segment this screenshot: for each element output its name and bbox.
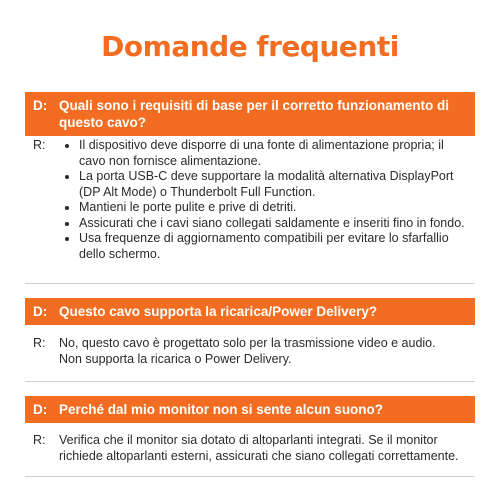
faq-question-1 (25, 92, 475, 136)
answer-bullet-list (59, 138, 465, 262)
page-title: Domande frequenti (101, 30, 399, 63)
list-item: • La porta USB-C deve supportare la modalità alternativa DisplayPort (DP Alt Mode) o Thunderbolt Full Function. (79, 169, 465, 200)
question-tag: D: (33, 98, 48, 113)
section-divider (25, 381, 475, 382)
question-text: Quali sono i requisiti di base per il corretto funzionamento di questo cavo? (59, 98, 450, 130)
question-tag: D: (33, 402, 48, 417)
faq-answer-2 (25, 336, 475, 367)
faq-question-2 (25, 298, 475, 325)
answer-line: Non supporta la ricarica o Power Delivery. (59, 351, 292, 366)
section-divider (25, 476, 475, 477)
answer-line: No, questo cavo è progettato solo per la trasmissione video e audio. (59, 336, 436, 350)
list-item: • Il dispositivo deve disporre di una fonte di alimentazione propria; il cavo non fornisce alimentazione. (79, 138, 465, 169)
list-item: • Assicurati che i cavi siano collegati saldamente e inseriti fino in fondo. (79, 216, 465, 232)
answer-tag: R: (33, 336, 46, 350)
answer-tag: R: (33, 433, 46, 447)
list-item: • Usa frequenze di aggiornamento compatibili per evitare lo sfarfallio dello schermo. (79, 231, 465, 262)
answer-text (59, 336, 436, 367)
answer-text: Verifica che il monitor sia dotato di altoparlanti integrati. Se il monitor richiede altoparlanti esterni, assicurati che siano collegati correttamente. (59, 433, 459, 463)
faq-answer-1 (25, 138, 475, 262)
answer-tag: R: (33, 138, 46, 152)
list-item: • Mantieni le porte pulite e prive di detriti. (79, 200, 465, 216)
faq-answer-3 (25, 433, 475, 464)
faq-question-3 (25, 396, 475, 423)
question-tag: D: (33, 304, 48, 319)
question-text: Perché dal mio monitor non si sente alcun suono? (59, 402, 384, 417)
question-text: Questo cavo supporta la ricarica/Power Delivery? (59, 304, 378, 319)
section-divider (25, 283, 475, 284)
